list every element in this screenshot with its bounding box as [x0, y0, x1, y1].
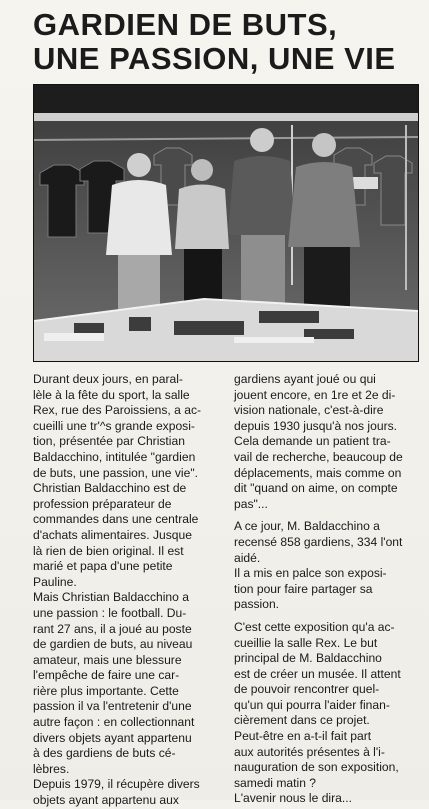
article-line: d'achats alimentaires. Jusque — [33, 527, 192, 542]
article-line: A ce jour, M. Baldacchino a — [234, 519, 380, 534]
article-line: principal de M. Baldacchino — [234, 651, 382, 666]
article-line: vision nationale, c'est-à-dire — [234, 403, 384, 418]
article-line: Durant deux jours, en paral- — [33, 372, 183, 386]
headline-line-1: GARDIEN DE BUTS, — [33, 7, 338, 42]
article-line: rant 27 ans, il a joué au poste — [33, 621, 192, 636]
article-line: recensé 858 gardiens, 334 l'ont — [234, 534, 403, 549]
article-line: dit "quand on aime, on compte — [234, 481, 398, 496]
article-line: passion il va l'entretenir d'une — [33, 699, 192, 714]
article-line: profession préparateur de — [33, 496, 172, 511]
article-line: nauguration de son exposition, — [234, 760, 399, 775]
article-line: lèle à la fête du sport, la salle — [33, 387, 190, 402]
article-line: de pouvoir rencontrer quel- — [234, 682, 380, 697]
article-line: déplacements, mais comme on — [234, 465, 402, 480]
photo-men-at-exhibition-icon — [34, 85, 418, 361]
article-line: tion pour faire partager sa — [234, 581, 373, 596]
article-line: vail de recherche, beaucoup de — [234, 449, 403, 464]
article-line: C'est cette exposition qu'a ac- — [234, 619, 395, 634]
article-line: aux autorités présentes à l'i- — [234, 744, 385, 759]
article-line: Cela demande un patient tra- — [234, 434, 391, 449]
article-line: cueillie la salle Rex. Le but — [234, 635, 378, 650]
article-line: de gardien de buts, au niveau — [33, 637, 193, 652]
article-line: L'avenir nous le dira... — [234, 791, 352, 806]
article-line: jouent encore, en 1re et 2e di- — [234, 387, 396, 402]
article-line: marié et papa d'une petite — [33, 559, 173, 574]
exhibition-photo — [33, 84, 419, 362]
article-line: depuis 1930 jusqu'à nos jours. — [234, 418, 397, 433]
article-line: Rex, rue des Paroissiens, a ac- — [33, 403, 202, 418]
article-line: Depuis 1979, il récupère divers — [33, 777, 200, 792]
article-line: amateur, mais une blessure — [33, 652, 182, 667]
article-left-column — [33, 372, 223, 809]
article-line: tion, présentée par Christian — [33, 434, 185, 449]
article-line: lèbres. — [33, 761, 70, 776]
article-right-column — [234, 372, 420, 807]
article-line: objets ayant appartenu aux — [33, 793, 179, 808]
article-line: rière plus importante. Cette — [33, 683, 179, 698]
article-line: Peut-être en a-t-il fait part — [234, 729, 372, 744]
article-line: gardiens ayant joué ou qui — [234, 372, 376, 386]
article-line: Christian Baldacchino est de — [33, 481, 187, 496]
article-line: passion. — [234, 597, 280, 612]
headline — [33, 8, 423, 76]
right-paragraph-2 — [234, 519, 420, 613]
article-line: là rien de bien original. Il est — [33, 543, 184, 558]
article-line: de buts, une passion, une vie". — [33, 465, 198, 480]
article-line: autre façon : en collectionnant — [33, 715, 195, 730]
article-line: est de créer un musée. Il attent — [234, 666, 401, 681]
article-line: Pauline. — [33, 574, 77, 589]
article-line: divers objets ayant appartenu — [33, 730, 192, 745]
article-line: Il a mis en palce son exposi- — [234, 566, 387, 581]
article-line: Baldacchino, intitulée "gardien — [33, 449, 196, 464]
right-paragraph-3 — [234, 620, 420, 807]
article-line: commandes dans une centrale — [33, 512, 199, 527]
article-line: Mais Christian Baldacchino a — [33, 590, 189, 605]
article-line: l'empêche de faire une car- — [33, 668, 180, 683]
article-line: une passion : le football. Du- — [33, 605, 187, 620]
right-paragraph-1 — [234, 372, 420, 512]
article-line: qu'un qui pourra l'aider finan- — [234, 697, 390, 712]
article-line: cueilli une tr'^s grande exposi- — [33, 418, 195, 433]
article-line: pas"... — [234, 496, 268, 511]
article-line: samedi matin ? — [234, 775, 317, 790]
article-line: cièrement dans ce projet. — [234, 713, 370, 728]
headline-line-2: UNE PASSION, UNE VIE — [33, 41, 396, 76]
article-line: aidé. — [234, 550, 261, 565]
article-line: à des gardiens de buts cé- — [33, 746, 176, 761]
